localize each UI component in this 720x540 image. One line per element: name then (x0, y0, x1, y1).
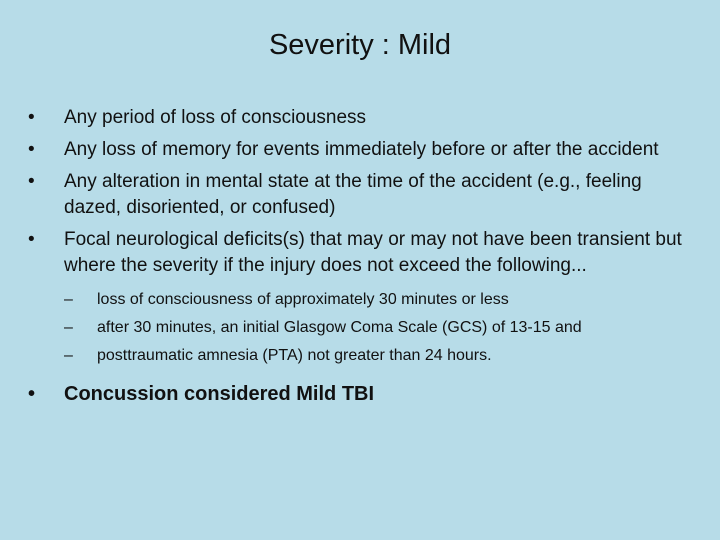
sub-bullet-item (64, 289, 686, 311)
sub-bullet-item (64, 345, 686, 367)
bullet-item (26, 137, 686, 163)
dash-symbol: – (64, 347, 73, 364)
bullet-symbol: • (28, 139, 35, 160)
sub-bullet-item (64, 317, 686, 339)
bullet-text: Any loss of memory for events immediately before or after the accident (64, 139, 659, 160)
bullet-item (26, 169, 686, 221)
bullet-text: Any period of loss of consciousness (64, 107, 367, 128)
bullet-text: Any alteration in mental state at the time of the accident (e.g., feeling dazed, disoriented, or confused) (64, 171, 642, 218)
sub-bullet-text: after 30 minutes, an initial Glasgow Coma Scale (GCS) of 13-15 and (97, 319, 582, 336)
sub-bullet-text: loss of consciousness of approximately 30 minutes or less (97, 291, 509, 308)
bullet-symbol: • (28, 107, 35, 128)
bullet-list (26, 105, 686, 413)
bullet-symbol: • (28, 383, 36, 405)
sub-bullet-list (64, 289, 686, 367)
bullet-text: Focal neurological deficits(s) that may or may not have been transient but where the severity if the injury does not exceed the following... (64, 229, 682, 276)
bullet-item-emphasis (26, 381, 686, 407)
bullet-symbol: • (28, 229, 35, 250)
bullet-item (26, 227, 686, 367)
bullet-symbol: • (28, 171, 35, 192)
sub-bullet-text: posttraumatic amnesia (PTA) not greater than 24 hours. (97, 347, 492, 364)
dash-symbol: – (64, 291, 73, 308)
bullet-item (26, 105, 686, 131)
bullet-text: Concussion considered Mild TBI (64, 383, 375, 405)
dash-symbol: – (64, 319, 73, 336)
slide-title: Severity : Mild (268, 29, 452, 61)
